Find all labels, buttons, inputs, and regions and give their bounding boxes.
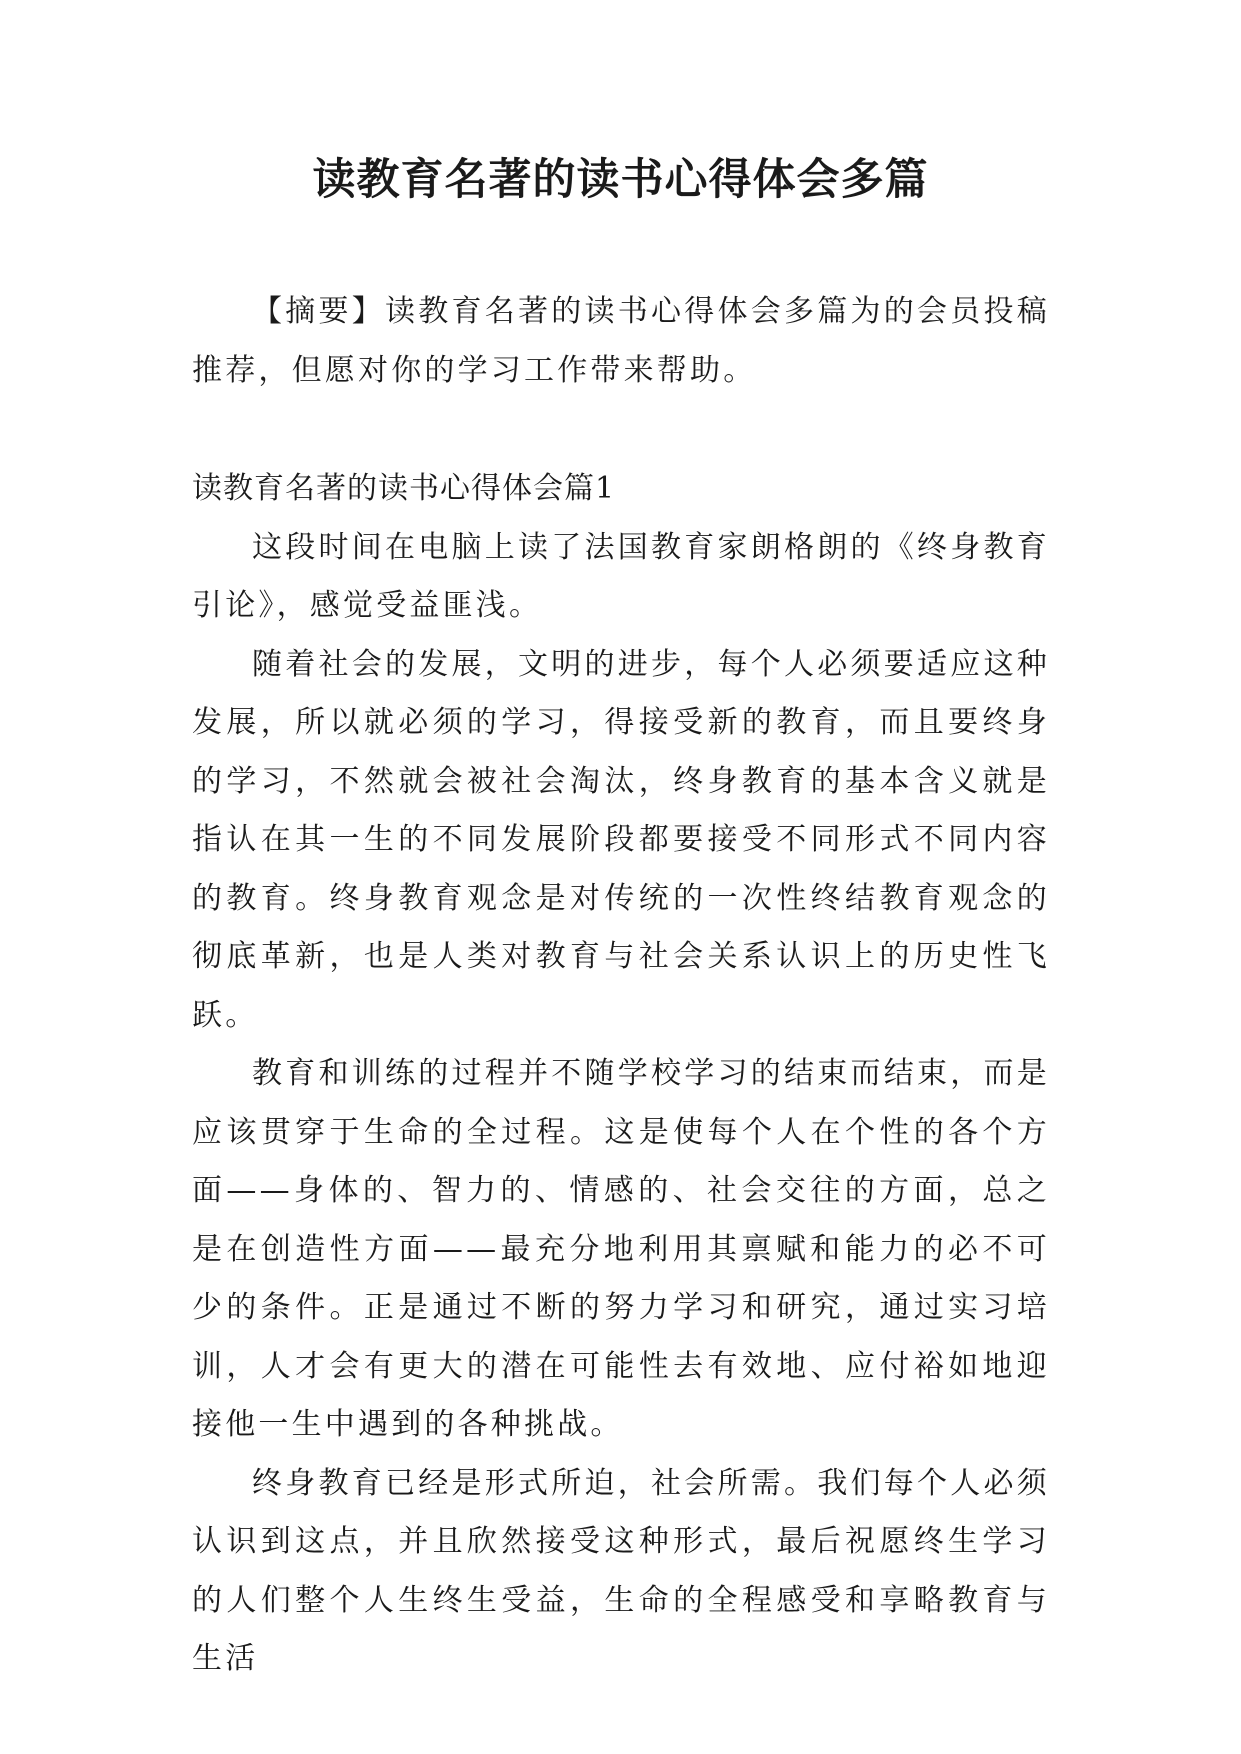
body-paragraph-1: 这段时间在电脑上读了法国教育家朗格朗的《终身教育引论》，感觉受益匪浅。 [192, 529, 1050, 623]
document-body [192, 283, 1050, 1689]
body-paragraph-2: 随着社会的发展，文明的进步，每个人必须要适应这种发展，所以就必须的学习，得接受新的教育，而且要终身的学习，不然就会被社会淘汰，终身教育的基本含义就是指认在其一生的不同发展阶段都要接受不同形式不同内容的教育。终身教育观念是对传统的一次性终结教育观念的彻底革新，也是人类对教育与社会关系认识上的历史性飞跃。 [192, 646, 1050, 1033]
body-paragraph-3: 教育和训练的过程并不随学校学习的结束而结束，而是应该贯穿于生命的全过程。这是使每个人在个性的各个方面——身体的、智力的、情感的、社会交往的方面，总之是在创造性方面——最充分地利用其禀赋和能力的必不可少的条件。正是通过不断的努力学习和研究，通过实习培训，人才会有更大的潜在可能性去有效地、应付裕如地迎接他一生中遇到的各种挑战。 [192, 1056, 1050, 1442]
document-title: 读教育名著的读书心得体会多篇 [312, 155, 929, 205]
abstract-paragraph: 【摘要】读教育名著的读书心得体会多篇为的会员投稿推荐，但愿对你的学习工作带来帮助。 [192, 294, 1050, 388]
body-paragraph-4: 终身教育已经是形式所迫，社会所需。我们每个人必须认识到这点，并且欣然接受这种形式，最后祝愿终生学习的人们整个人生终生受益，生命的全程感受和享略教育与生活 [192, 1465, 1050, 1676]
section-heading: 读教育名著的读书心得体会篇1 [192, 471, 616, 506]
